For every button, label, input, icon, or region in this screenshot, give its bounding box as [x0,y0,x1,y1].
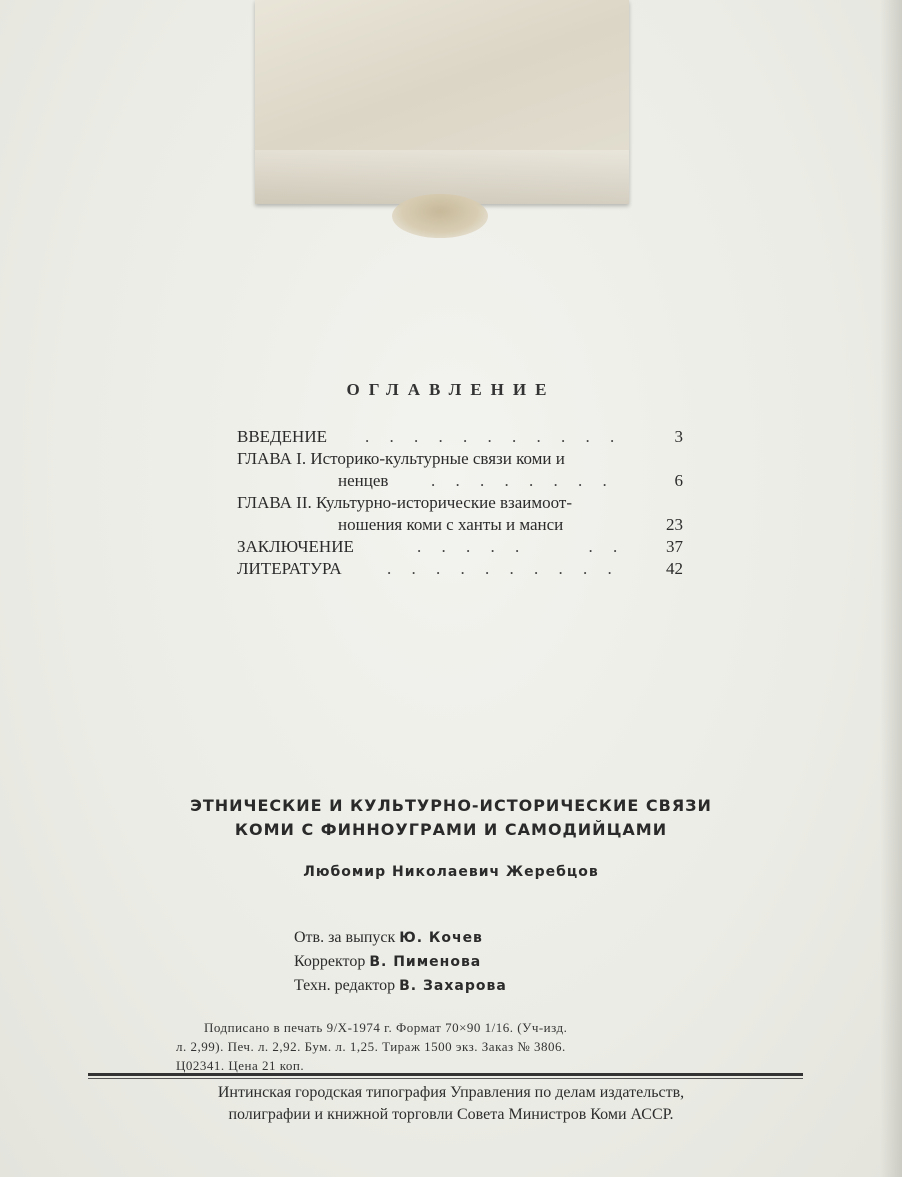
credits [294,926,507,998]
printer-line: полиграфии и книжной торговли Совета Министров Коми АССР. [228,1106,674,1123]
toc-leader-dots: . . . . . . . . . . . [365,427,623,446]
toc-entry-chapter-1-cont [237,470,683,492]
printer-info [0,1082,902,1126]
credit-line [294,974,507,998]
toc-entry-title: ЛИТЕРАТУРА [237,559,342,578]
toc-entry-introduction [237,426,683,448]
toc-leader-dots: . . . . . . . . . . [387,559,620,578]
book-title-line-1: ЭТНИЧЕСКИЕ И КУЛЬТУРНО-ИСТОРИЧЕСКИЕ СВЯЗИ [190,796,712,815]
toc-entry-continuation: ношения коми с ханты и манси [338,515,564,534]
credit-name: Ю. Кочев [399,930,483,946]
pasted-paper-label [255,0,629,204]
credit-role: Корректор [294,953,366,970]
credit-role: Техн. редактор [294,977,396,994]
book-author: Любомир Николаевич Жеребцов [303,864,599,880]
credit-name: В. Захарова [399,978,507,994]
toc-leader-dots: . . . . . . . . [431,471,615,490]
toc-entry-page: 3 [674,427,683,446]
toc-entry-title: ЗАКЛЮЧЕНИЕ [237,537,354,556]
credit-name: В. Пименова [369,954,482,970]
credit-role: Отв. за выпуск [294,929,396,946]
toc-entry-page: 23 [666,515,683,534]
table-of-contents [237,426,683,580]
toc-entry-literature [237,558,683,580]
divider-rule-thin [88,1078,803,1079]
toc-entry-chapter-1 [237,448,683,470]
toc-entry-page: 6 [674,471,683,490]
toc-entry-continuation: ненцев [338,471,389,490]
imprint [176,1018,716,1075]
toc-entry-page: 37 [666,537,683,556]
credit-line [294,950,507,974]
toc-leader-dots: . . . . . . . [417,537,626,556]
imprint-line: Ц02341. Цена 21 коп. [176,1058,305,1073]
divider-rule [88,1073,803,1076]
toc-entry-title: ВВЕДЕНИЕ [237,427,327,446]
glue-stain [392,194,488,238]
imprint-line: Подписано в печать 9/X-1974 г. Формат 70×90 1/16. (Уч-изд. [204,1020,568,1035]
imprint-line: л. 2,99). Печ. л. 2,92. Бум. л. 1,25. Тираж 1500 экз. Заказ № 3806. [176,1039,566,1054]
page-edge-shadow [880,0,902,1177]
toc-entry-conclusion [237,536,683,558]
toc-heading: ОГЛАВЛЕНИЕ [346,380,556,399]
credit-line [294,926,507,950]
toc-entry-title: ГЛАВА I. Историко-культурные связи коми и [237,449,565,468]
toc-entry-title: ГЛАВА II. Культурно-исторические взаимоот- [237,493,573,512]
toc-entry-chapter-2 [237,492,683,514]
toc-entry-chapter-2-cont [237,514,683,536]
toc-entry-page: 42 [666,559,683,578]
book-title-line-2: КОМИ С ФИННОУГРАМИ И САМОДИЙЦАМИ [234,820,668,839]
printer-line: Интинская городская типография Управления по делам издательств, [217,1084,685,1101]
